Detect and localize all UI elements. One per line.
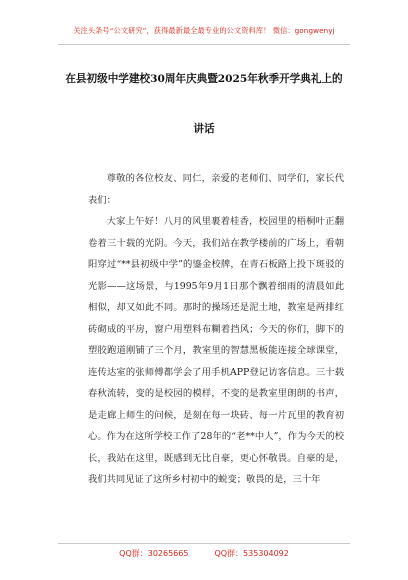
salutation-paragraph: 尊敬的各位校友、同仁，亲爱的老师们、同学们，家长代表们： — [88, 173, 344, 206]
document-subtitle: 讲话 — [193, 123, 215, 135]
document-body — [88, 168, 344, 491]
header-notice: 关注头条号“公文研究”，获得最新最全最专业的公文资料库！ 微信：gongwenyj — [73, 26, 335, 35]
qq-group-2: QQ群：535304092 — [214, 549, 289, 558]
body-paragraph: 大家上午好！八月的风里裹着桂香，校园里的梧桐叶正翻卷着三十载的光阴。今天，我们站在教学楼前的广场上，看朝阳穿过“**县初级中学”的鎏金校牌，在青石板路上投下斑驳的光影——这场景，与1995年9月1日那个飘着细雨的清晨如此相似，却又如此不同。那时的操场还是泥土地，教室是两排红砖砌成的平房，窗户用塑料布糊着挡风；今天的你们，脚下的塑胶跑道刚铺了三个月，教室里的智慧黑板能连接全球课堂，连传达室的张师傅都学会了用手机APP登记访客信息。三十载春秋流转，变的是校园的模样，不变的是教室里朗朗的书声，是走廊上师生的问候，是刻在每一块砖、每一片瓦里的教育初心。作为在这所学校工作了28年的“老**中人”，作为今天的校长，我站在这里，既感到无比自豪，更心怀敬畏。自豪的是，我们共同见证了这所乡村初中的蜕变；敬畏的是，三十年 — [88, 216, 344, 485]
qq-group-1: QQ群：30265665 — [119, 549, 189, 558]
header-divider — [58, 44, 350, 45]
footer-contacts — [0, 548, 408, 559]
footer-divider — [58, 543, 350, 544]
document-title: 在县初级中学建校30周年庆典暨2025年秋季开学典礼上的 — [65, 73, 343, 85]
